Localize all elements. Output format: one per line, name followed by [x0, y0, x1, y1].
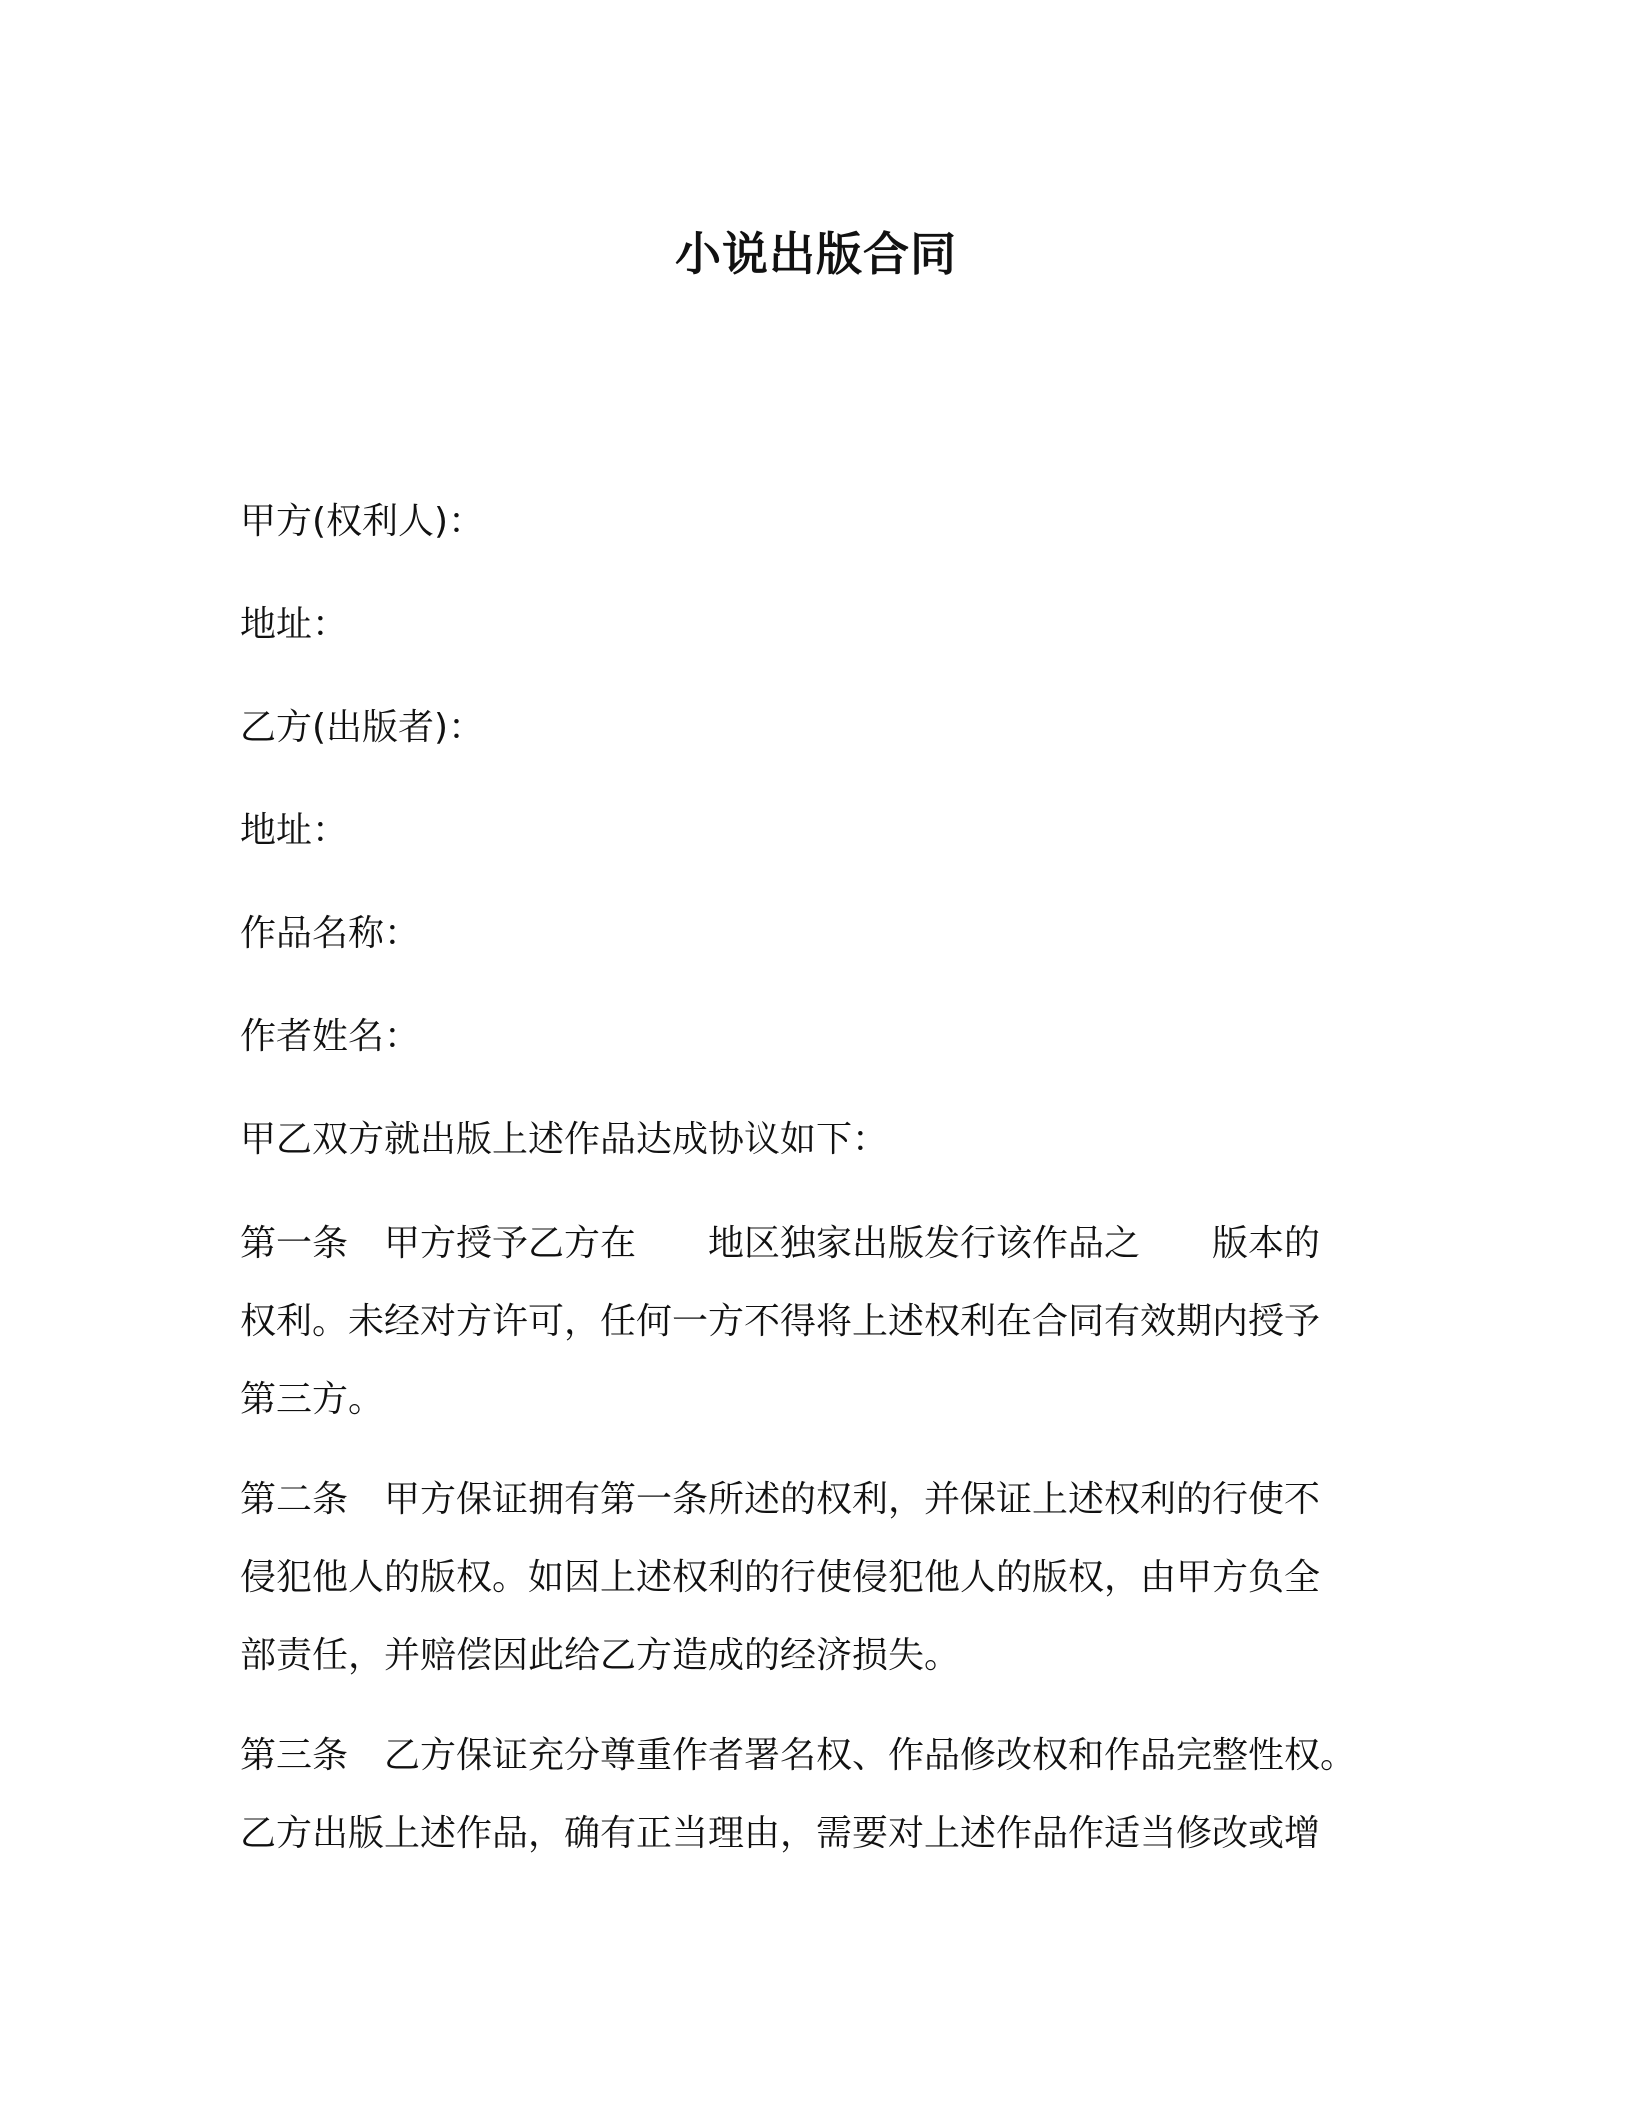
article-1-segment-3: 版本的 — [1212, 1223, 1321, 1264]
article-1-segment-2: 地区独家出版发行该作品之 — [708, 1223, 1141, 1264]
agreement-intro: 甲乙双方就出版上述作品达成协议如下： — [240, 1119, 889, 1160]
party-b-field: 乙方(出版者)： — [240, 707, 485, 748]
article-2-line-3: 部责任，并赔偿因此给乙方造成的经济损失。 — [240, 1635, 961, 1676]
article-2 — [240, 1461, 1390, 1695]
article-3-text-1: 乙方保证充分尊重作者署名权、作品修改权和作品完整性权。 — [384, 1735, 1357, 1776]
article-1 — [240, 1205, 1390, 1439]
article-3-label: 第三条 — [240, 1735, 349, 1776]
article-1-label: 第一条 — [240, 1223, 349, 1264]
article-1-line-3: 第三方。 — [240, 1379, 385, 1420]
article-3-line-2: 乙方出版上述作品，确有正当理由，需要对上述作品作适当修改或增 — [240, 1813, 1321, 1854]
party-b-address-field: 地址： — [240, 810, 349, 851]
work-title-field: 作品名称： — [240, 913, 421, 954]
article-3-line-1 — [240, 1717, 1390, 1795]
article-1-line-2: 权利。未经对方许可，任何一方不得将上述权利在合同有效期内授予 — [240, 1301, 1321, 1342]
article-1-segment-1: 甲方授予乙方在 — [384, 1223, 637, 1264]
article-2-line-2: 侵犯他人的版权。如因上述权利的行使侵犯他人的版权，由甲方负全 — [240, 1557, 1321, 1598]
party-a-field: 甲方(权利人)： — [240, 501, 485, 542]
author-name-field: 作者姓名： — [240, 1016, 421, 1057]
article-3 — [240, 1717, 1390, 1873]
party-a-address-field: 地址： — [240, 604, 349, 645]
article-2-label: 第二条 — [240, 1479, 349, 1520]
article-2-line-1 — [240, 1461, 1390, 1539]
article-2-text-1: 甲方保证拥有第一条所述的权利，并保证上述权利的行使不 — [384, 1479, 1321, 1520]
document-title: 小说出版合同 — [675, 227, 957, 281]
article-1-line-1 — [240, 1205, 1390, 1283]
